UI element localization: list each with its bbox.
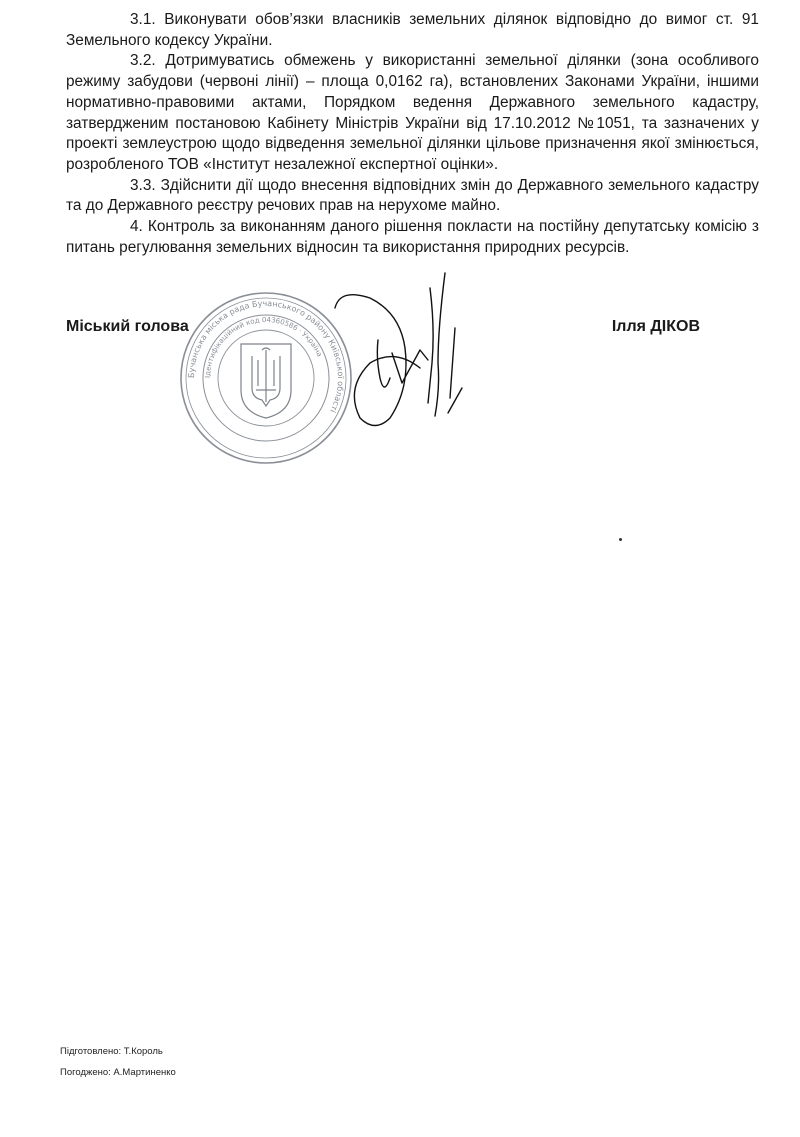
agreed-by: Погоджено: А.Мартиненко <box>60 1067 176 1078</box>
paragraph-3-2: 3.2. Дотримуватись обмежень у використанні земельної ділянки (зона особливого режиму забудови (червоні лінії) – площа 0,0162 га), встановлених Законами України, іншими нормативно-правовими актами, Порядком ведення Державного земельного кадастру, затвердженим постановою Кабінету Міністрів України від 17.10.2012 №1051, та зазначених у проекті землеустрою щодо відведення земельної ділянки цільове призначення якої змінюється, розробленого ТОВ «Інститут незалежної експертної оцінки». <box>66 52 759 173</box>
seal-inner-text: Ідентифікаційний код 04360586 · Україна <box>203 315 324 379</box>
scan-speck <box>619 538 622 541</box>
decision-body <box>66 10 759 258</box>
prepared-by: Підготовлено: Т.Король <box>60 1046 163 1057</box>
handwritten-signature <box>280 268 580 428</box>
paragraph-3-1: 3.1. Виконувати обов’язки власників земельних ділянок відповідно до вимог ст. 91 Земельного кодексу України. <box>66 11 759 49</box>
signatory-title: Міський голова <box>66 318 189 335</box>
signatory-name: Ілля ДІКОВ <box>611 318 700 335</box>
paragraph-3-3: 3.3. Здійснити дії щодо внесення відповідних змін до Державного земельного кадастру та до Державного реєстру речових прав на нерухоме майно. <box>66 176 759 215</box>
paragraph-4: 4. Контроль за виконанням даного рішення покласти на постійну депутатську комісію з питань регулювання земельних відносин та використання природних ресурсів. <box>66 218 759 256</box>
seal-outer-text: Бучанська міська рада Бучанського району Київської області <box>186 298 346 415</box>
